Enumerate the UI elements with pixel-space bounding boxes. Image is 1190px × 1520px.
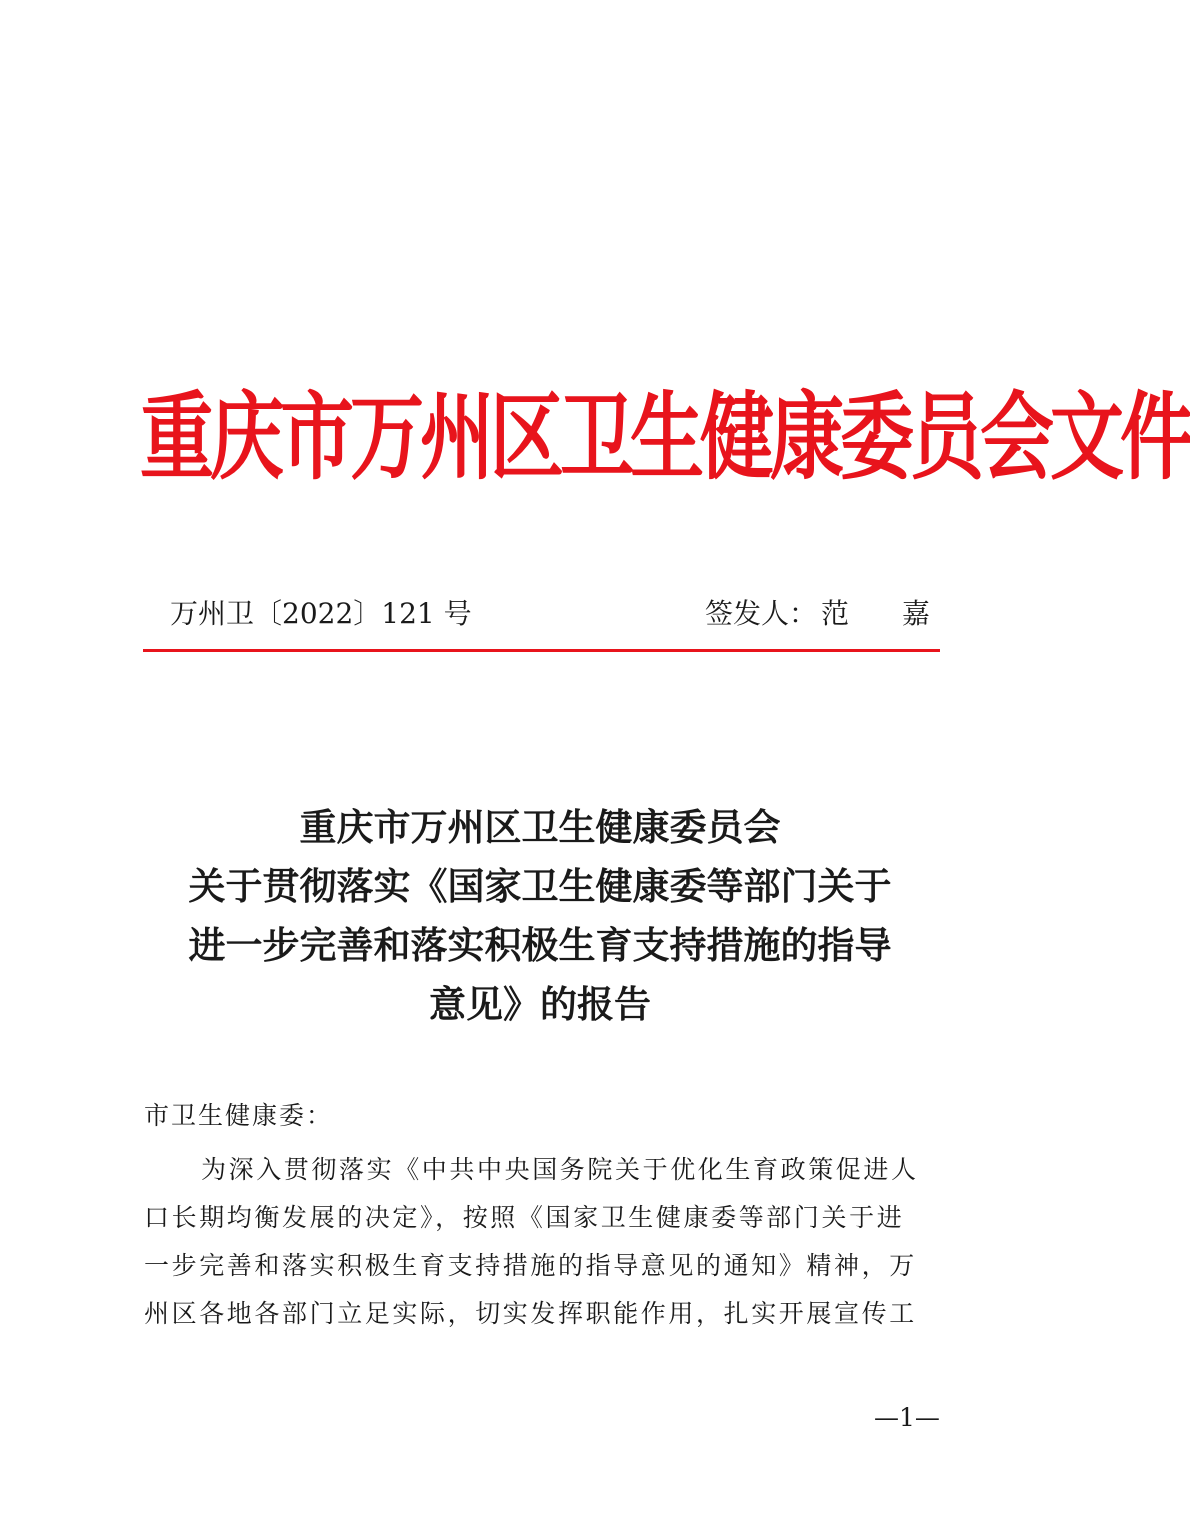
red-divider-line <box>143 649 940 652</box>
masthead-title: 重庆市万州区卫生健康委员会文件 <box>140 382 1190 494</box>
document-number: 万州卫〔2022〕121 号 <box>170 597 472 630</box>
report-title <box>140 798 940 1034</box>
body-paragraph <box>144 1146 944 1338</box>
report-title-line: 进一步完善和落实积极生育支持措施的指导 <box>188 923 892 967</box>
body-line: 为深入贯彻落实《中共中央国务院关于优化生育政策促进人 <box>201 1155 919 1184</box>
report-title-line: 意见》的报告 <box>429 982 651 1026</box>
signer-block <box>705 594 952 634</box>
report-title-line: 关于贯彻落实《国家卫生健康委等部门关于 <box>188 864 892 908</box>
report-title-line: 重庆市万州区卫生健康委员会 <box>299 805 781 849</box>
page-number: —1— <box>874 1403 940 1432</box>
body-line: 州区各地各部门立足实际，切实发挥职能作用，扎实开展宣传工 <box>144 1299 917 1328</box>
body-line: 一步完善和落实积极生育支持措施的指导意见的通知》精神，万 <box>144 1251 917 1280</box>
body-line: 口长期均衡发展的决定》，按照《国家卫生健康委等部门关于进 <box>144 1203 905 1232</box>
signer-name: 范 嘉 <box>821 597 952 630</box>
signer-label: 签发人： <box>705 597 818 630</box>
salutation: 市卫生健康委： <box>144 1101 334 1130</box>
